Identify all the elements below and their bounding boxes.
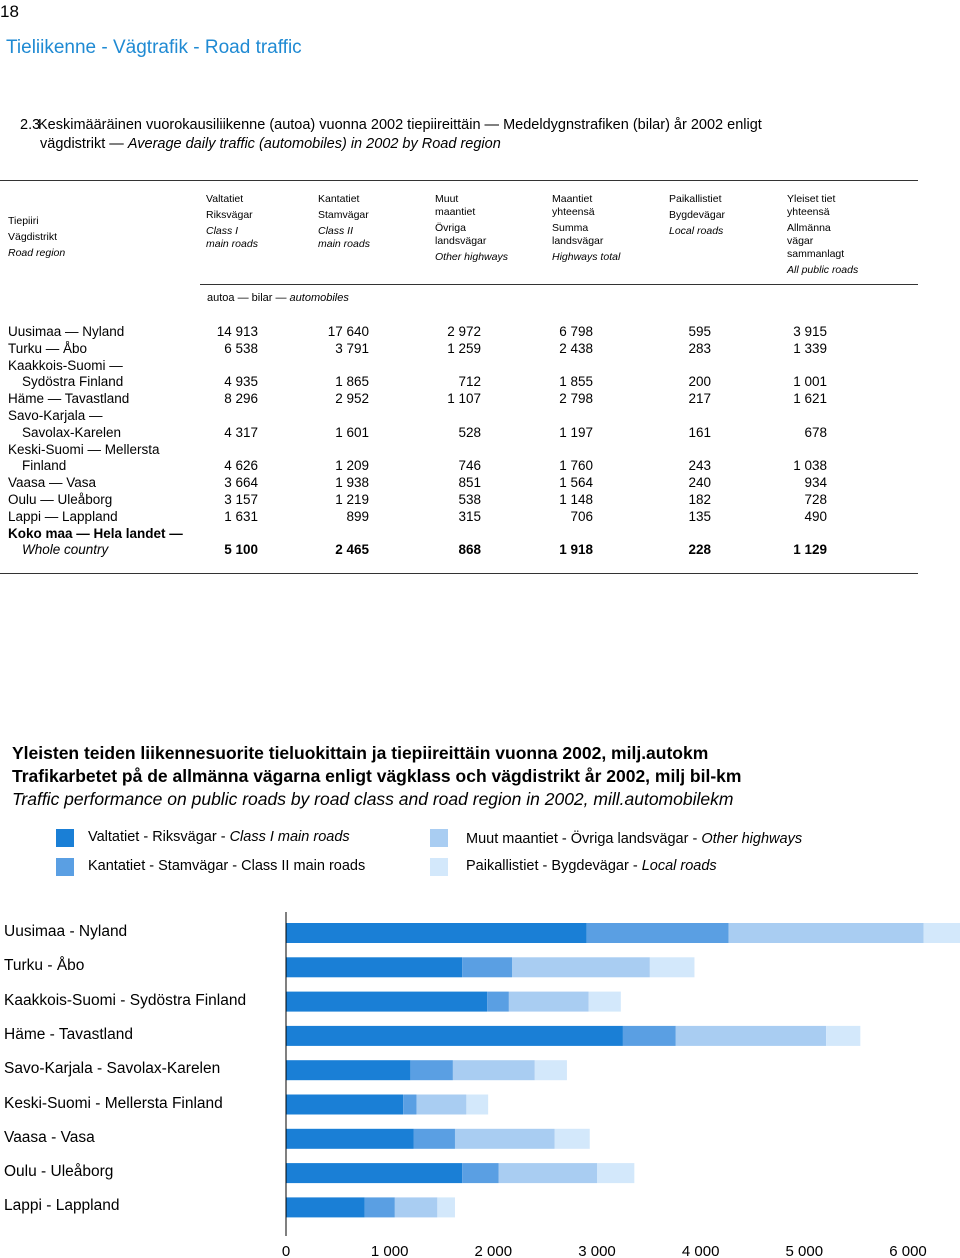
table-cell: 490 xyxy=(804,508,827,524)
bar-segment xyxy=(395,1197,438,1217)
bar-segment xyxy=(589,992,621,1012)
x-tick-label: 4 000 xyxy=(681,1243,720,1258)
category-label: Savo-Karjala - Savolax-Karelen xyxy=(4,1060,221,1078)
col-fi2: maantiet xyxy=(435,206,476,218)
col-fi: Maantiet xyxy=(552,193,593,205)
table-number: 2.3 xyxy=(20,117,41,133)
category-label: Lappi - Lappland xyxy=(4,1197,120,1215)
col-en: Local roads xyxy=(669,225,724,237)
table-cell: 228 xyxy=(688,542,711,558)
col-fi: Paikallistiet xyxy=(669,193,722,205)
table-cell: 528 xyxy=(458,424,481,440)
table-cell: 1 209 xyxy=(335,458,369,474)
table-cell: 5 100 xyxy=(224,542,258,558)
legend-italic: Local roads xyxy=(641,858,717,874)
legend-italic: Other highways xyxy=(701,831,803,847)
bar-segment xyxy=(286,1163,462,1183)
table-cell: 161 xyxy=(688,424,711,440)
bar-segment xyxy=(437,1197,455,1217)
table-cell: 1 918 xyxy=(559,542,593,558)
col-sv2: landsvägar xyxy=(435,235,487,247)
legend-text: Muut maantiet - Övriga landsvägar - xyxy=(466,831,702,847)
table-cell: 14 913 xyxy=(216,324,258,339)
bar-segment xyxy=(453,1060,535,1080)
col-sv: Övriga xyxy=(435,222,466,234)
bar-segment xyxy=(535,1060,567,1080)
unit-italic: automobiles xyxy=(289,292,349,304)
table-cell: 595 xyxy=(688,324,711,339)
table-cell: 2 972 xyxy=(447,324,481,339)
col-fi: Kantatiet xyxy=(318,193,360,205)
bar-segment xyxy=(826,1026,860,1046)
col-sv2: landsvägar xyxy=(552,235,604,247)
table-row-label: Vaasa — Vasa xyxy=(8,475,97,491)
category-label: Keski-Suomi - Mellersta Finland xyxy=(4,1094,223,1112)
table-cell: 2 438 xyxy=(559,340,593,356)
table-cell: 6 538 xyxy=(224,340,258,356)
unit-text: autoa — bilar — xyxy=(207,292,290,304)
col-fi: Valtatiet xyxy=(206,193,244,205)
table-cell: 3 915 xyxy=(793,324,827,339)
table-cell: 1 001 xyxy=(793,374,827,390)
table-row-label: Häme — Tavastland xyxy=(8,391,130,407)
row-header-sv: Vägdistrikt xyxy=(8,231,58,243)
table-cell: 728 xyxy=(804,492,827,507)
table-row-label: Keski-Suomi — Mellersta xyxy=(8,441,160,457)
table-row-label: Lappi — Lappland xyxy=(8,508,118,524)
table-title-line1: Keskimääräinen vuorokausiliikenne (autoa) vuonna 2002 tiepiireittäin — Medeldygnstrafiken (bilar) år 2002 enligt xyxy=(38,117,762,133)
table-cell: 1 107 xyxy=(447,391,481,407)
bar-segment xyxy=(286,957,462,977)
table-cell: 678 xyxy=(804,424,827,440)
table-row-label: Uusimaa — Nyland xyxy=(8,324,125,339)
bar-segment xyxy=(499,1163,597,1183)
col-fi: Muut xyxy=(435,193,459,205)
col-fi2: yhteensä xyxy=(552,206,595,218)
table-cell: 3 791 xyxy=(335,340,369,356)
table-cell: 1 129 xyxy=(793,542,827,558)
bar-segment xyxy=(365,1197,395,1217)
table-cell: 182 xyxy=(688,492,711,507)
table-row-label: Turku — Åbo xyxy=(8,340,88,356)
bar-segment xyxy=(286,1095,403,1115)
table-cell: 6 798 xyxy=(559,324,593,339)
bar-segment xyxy=(286,1060,410,1080)
bar-segment xyxy=(729,923,924,943)
bar-segment xyxy=(676,1026,826,1046)
legend-italic: Class I main roads xyxy=(229,829,350,845)
table-cell: 1 760 xyxy=(559,458,593,474)
col-en2: main roads xyxy=(318,238,370,250)
bar-segment xyxy=(650,957,695,977)
table-cell: 283 xyxy=(688,340,711,356)
bar-segment xyxy=(554,1129,589,1149)
bar-segment xyxy=(487,992,509,1012)
category-label: Uusimaa - Nyland xyxy=(4,923,128,940)
table-cell: 243 xyxy=(688,458,711,474)
table-cell: 4 935 xyxy=(224,374,258,390)
chart-title-line2: Trafikarbetet på de allmänna vägarna enligt vägklass och vägdistrikt år 2002, milj bil-km xyxy=(12,766,742,786)
table-cell: 3 157 xyxy=(224,492,258,507)
table-title-line2-italic: Average daily traffic (automobiles) in 2002 by Road region xyxy=(127,136,501,152)
bar-segment xyxy=(286,1129,414,1149)
table-cell: 2 952 xyxy=(335,391,369,407)
category-label: Oulu - Uleåborg xyxy=(4,1163,114,1181)
bar-segment xyxy=(286,923,587,943)
legend-text: Kantatiet - Stamvägar - Class II main roads xyxy=(88,858,366,874)
page-number: 18 xyxy=(0,2,19,21)
bar-segment xyxy=(410,1060,453,1080)
x-tick-label: 1 000 xyxy=(370,1243,409,1258)
x-tick-label: 6 000 xyxy=(889,1243,927,1258)
table-row-label: Koko maa — Hela landet — xyxy=(8,525,183,541)
legend-text: Paikallistiet - Bygdevägar - xyxy=(466,858,642,874)
table-cell: 538 xyxy=(458,492,481,507)
bar-segment xyxy=(924,923,960,943)
bar-segment xyxy=(466,1095,488,1115)
category-label: Vaasa - Vasa xyxy=(4,1128,95,1146)
bar-segment xyxy=(597,1163,634,1183)
section-title: Tieliikenne - Vägtrafik - Road traffic xyxy=(6,37,302,58)
table-title-line2-text: vägdistrikt — xyxy=(40,136,128,152)
table-row-label: Oulu — Uleåborg xyxy=(8,492,113,507)
table-cell: 1 197 xyxy=(559,424,593,440)
table-row-label-cont: Finland xyxy=(22,458,67,474)
x-tick-label: 0 xyxy=(281,1243,291,1258)
bar-segment xyxy=(512,957,650,977)
col-en: Highways total xyxy=(552,251,621,263)
col-fi: Yleiset tiet xyxy=(787,193,836,205)
table-cell: 1 339 xyxy=(793,340,827,356)
x-tick-label: 5 000 xyxy=(785,1243,824,1258)
table-cell: 1 631 xyxy=(224,508,258,524)
col-sv: Riksvägar xyxy=(206,209,253,221)
bar-segment xyxy=(509,992,589,1012)
table-cell: 934 xyxy=(804,475,827,491)
col-en: All public roads xyxy=(787,264,859,276)
category-label: Kaakkois-Suomi - Sydöstra Finland xyxy=(4,991,247,1009)
bar-segment xyxy=(417,1095,467,1115)
table-cell: 1 259 xyxy=(447,340,481,356)
table-cell: 4 626 xyxy=(224,458,258,474)
bar-segment xyxy=(286,992,487,1012)
bar-segment xyxy=(462,957,512,977)
table-row-label-cont: Sydöstra Finland xyxy=(22,374,124,390)
table-cell: 1 865 xyxy=(335,374,369,390)
col-sv: Allmänna xyxy=(787,222,831,234)
col-en2: main roads xyxy=(206,238,258,250)
col-sv2: vägar xyxy=(787,235,814,247)
table-cell: 200 xyxy=(688,374,711,390)
col-fi2: yhteensä xyxy=(787,206,830,218)
category-label: Turku - Åbo xyxy=(4,957,85,975)
table-cell: 706 xyxy=(570,508,593,524)
table-cell: 899 xyxy=(346,508,369,524)
table-cell: 1 601 xyxy=(335,424,369,440)
table-cell: 135 xyxy=(688,508,711,524)
table-cell: 1 219 xyxy=(335,492,369,507)
row-header-fi: Tiepiiri xyxy=(8,215,39,227)
table-row-label-cont: Savolax-Karelen xyxy=(22,424,122,440)
table-cell: 1 564 xyxy=(559,475,593,491)
table-cell: 315 xyxy=(458,508,481,524)
table-cell: 712 xyxy=(458,374,481,390)
table-cell: 746 xyxy=(458,458,481,474)
table-row-label: Savo-Karjala — xyxy=(8,408,103,423)
col-sv3: sammanlagt xyxy=(787,248,845,260)
table-cell: 851 xyxy=(458,475,481,491)
table-cell: 1 038 xyxy=(793,458,827,474)
bar-segment xyxy=(414,1129,455,1149)
table-cell: 17 640 xyxy=(327,324,369,339)
table-cell: 3 664 xyxy=(224,475,258,491)
col-en: Class I xyxy=(206,225,239,237)
chart-title-line1: Yleisten teiden liikennesuorite tieluokittain ja tiepiireittäin vuonna 2002, milj.autokm xyxy=(12,743,709,763)
bar-segment xyxy=(462,1163,498,1183)
table-cell: 4 317 xyxy=(224,424,258,440)
table-row-label-cont: Whole country xyxy=(22,542,109,558)
legend-text: Valtatiet - Riksvägar - xyxy=(88,829,230,845)
bar-segment xyxy=(286,1197,365,1217)
table-cell: 868 xyxy=(458,542,481,558)
table-cell: 1 938 xyxy=(335,475,369,491)
x-tick-label: 3 000 xyxy=(578,1243,616,1258)
category-label: Häme - Tavastland xyxy=(4,1025,133,1043)
table-cell: 2 465 xyxy=(335,542,369,558)
table-row-label: Kaakkois-Suomi — xyxy=(8,357,123,373)
bar-segment xyxy=(455,1129,555,1149)
x-tick-label: 2 000 xyxy=(474,1243,513,1258)
col-sv: Summa xyxy=(552,222,589,234)
table-cell: 1 855 xyxy=(559,374,593,390)
col-en: Class II xyxy=(318,225,354,237)
col-sv: Bygdevägar xyxy=(669,209,726,221)
bar-segment xyxy=(587,923,729,943)
bar-segment xyxy=(286,1026,623,1046)
table-cell: 217 xyxy=(688,391,711,407)
col-sv: Stamvägar xyxy=(318,209,369,221)
table-cell: 240 xyxy=(688,475,711,491)
table-cell: 2 798 xyxy=(559,391,593,407)
bar-segment xyxy=(403,1095,416,1115)
table-cell: 1 621 xyxy=(793,391,827,407)
row-header-en: Road region xyxy=(8,247,66,259)
col-en: Other highways xyxy=(435,251,508,263)
bar-segment xyxy=(623,1026,676,1046)
table-cell: 8 296 xyxy=(224,391,258,407)
table-cell: 1 148 xyxy=(559,492,593,507)
chart-title-line3: Traffic performance on public roads by road class and road region in 2002, mill.automobilekm xyxy=(12,789,734,809)
